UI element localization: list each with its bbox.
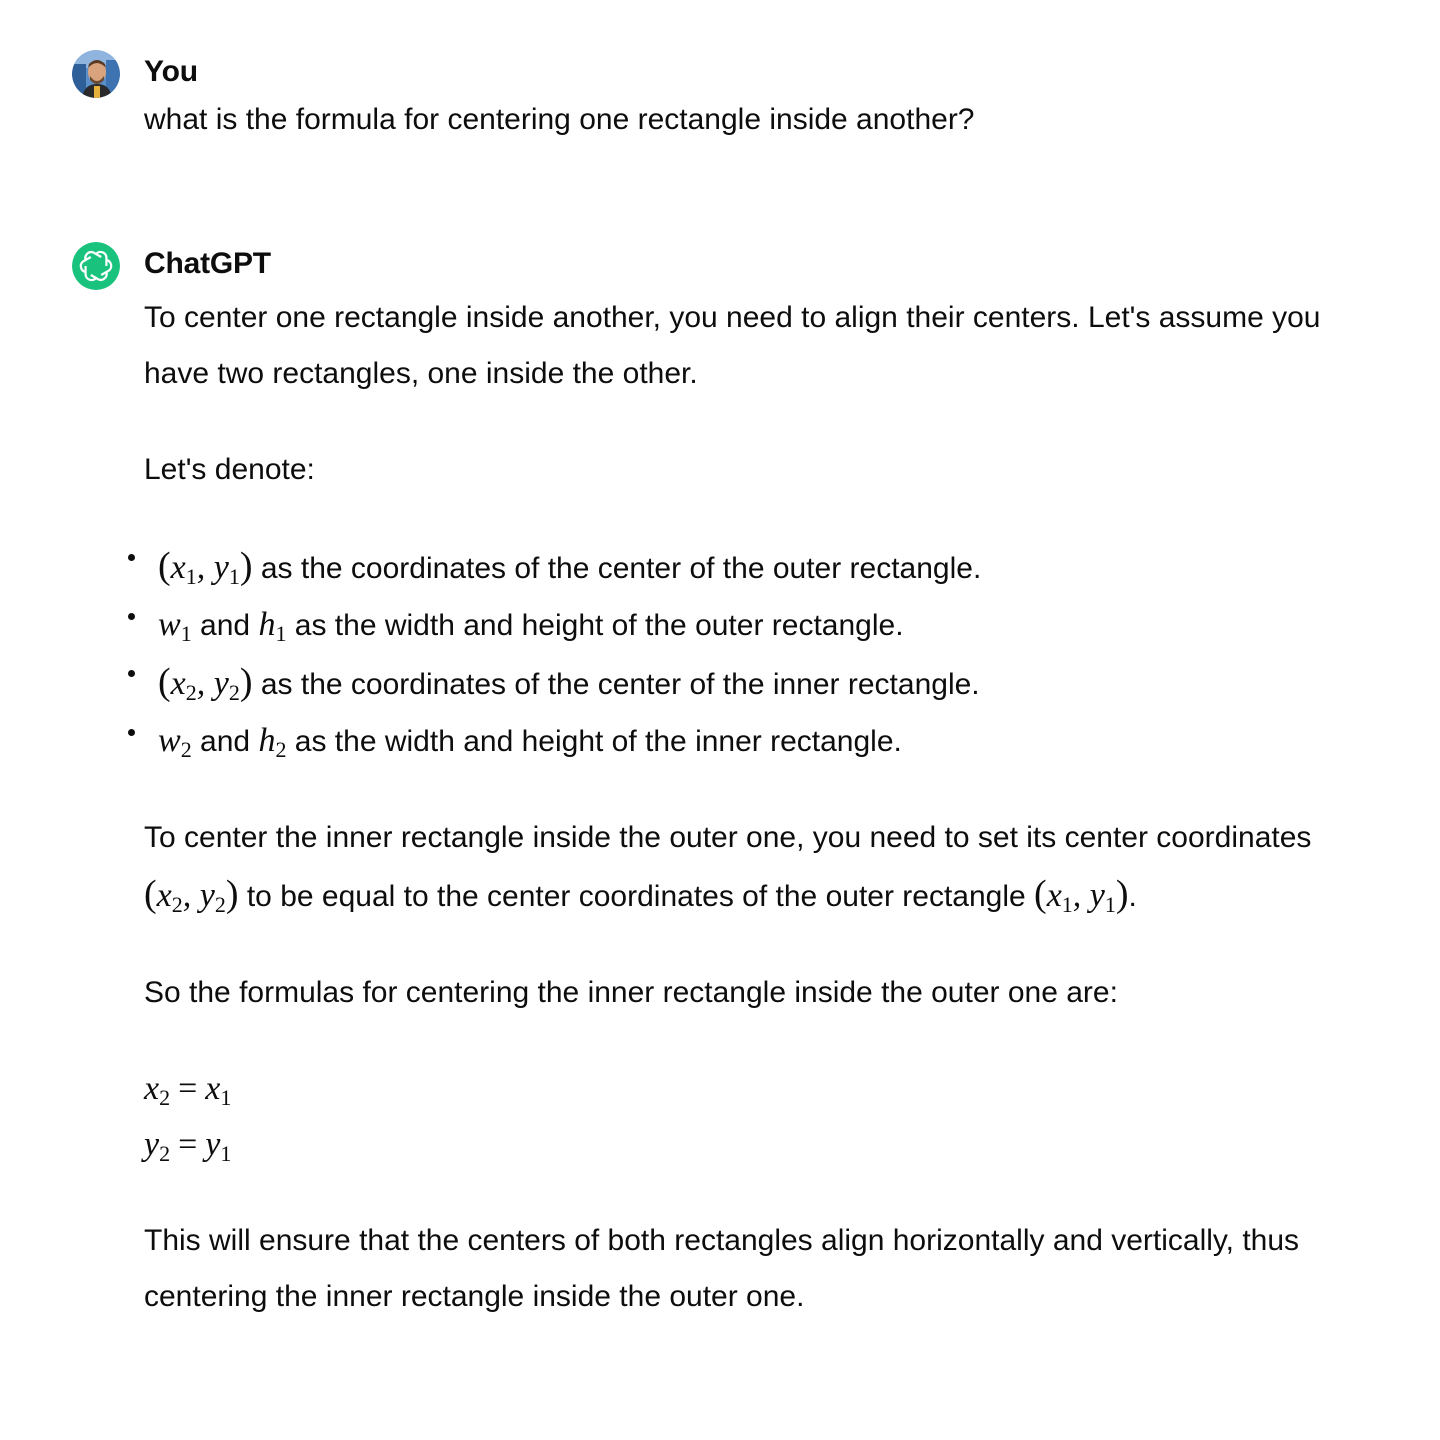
math-expression: $h_2$ [258, 722, 287, 762]
denote-label: Let's denote: [144, 453, 315, 486]
list-item-text: as the coordinates of the center of the outer rectangle. [260, 552, 982, 585]
list-item [128, 654, 1344, 713]
math-expression: $h_1$ [258, 606, 287, 646]
math-expression: ($x_1$, $y_1$) [158, 545, 253, 589]
intro-paragraph: To center one rectangle inside another, you need to align their centers. Let's assume you have two rectangles, one inside the other. [144, 301, 1321, 390]
math-expression: ($x_2$, $y_2$) [158, 661, 253, 705]
list-item-text: as the width and height of the inner rectangle. [294, 725, 902, 758]
assistant-message-content [144, 290, 1344, 1325]
list-item [128, 713, 1344, 770]
formula-block [144, 1061, 1344, 1173]
center-paragraph-part1: To center the inner rectangle inside the outer one, you need to set its center coordinates [144, 821, 1312, 854]
list-item [128, 538, 1344, 597]
openai-logo-icon [72, 242, 120, 290]
list-item-connector: and [200, 725, 251, 758]
center-paragraph: To center the inner rectangle inside the outer one, you need to set its center coordinates ($x_2$, $y_2$) to be equal to the center coordinates of the outer rectangle ($x_1$, $y_1$). [144, 821, 1312, 917]
formulas-intro: So the formulas for centering the inner rectangle inside the outer one are: [144, 976, 1118, 1009]
user-author-name: You [144, 55, 198, 88]
math-expression: $w_2$ [158, 722, 192, 762]
assistant-author-name: ChatGPT [144, 247, 271, 280]
math-expression: $w_1$ [158, 606, 192, 646]
list-item-text: as the width and height of the outer rectangle. [294, 609, 904, 642]
list-item-connector: and [200, 609, 251, 642]
list-item [128, 597, 1344, 654]
user-message-content [144, 98, 1344, 142]
math-expression: ($x_2$, $y_2$) [144, 873, 239, 917]
user-avatar-icon [72, 50, 120, 98]
formula-x: $x_2 = x_1$ [144, 1070, 232, 1110]
definitions-list [128, 538, 1344, 770]
user-message-text: what is the formula for centering one rectangle inside another? [144, 103, 975, 136]
conclusion-paragraph: This will ensure that the centers of both rectangles align horizontally and vertically, thus centering the inner rectangle inside the outer one. [144, 1224, 1300, 1313]
center-paragraph-part2: to be equal to the center coordinates of the outer rectangle [246, 880, 1026, 913]
list-item-text: as the coordinates of the center of the inner rectangle. [260, 668, 980, 701]
formula-y: $y_2 = y_1$ [144, 1126, 232, 1166]
math-expression: ($x_1$, $y_1$) [1034, 873, 1129, 917]
